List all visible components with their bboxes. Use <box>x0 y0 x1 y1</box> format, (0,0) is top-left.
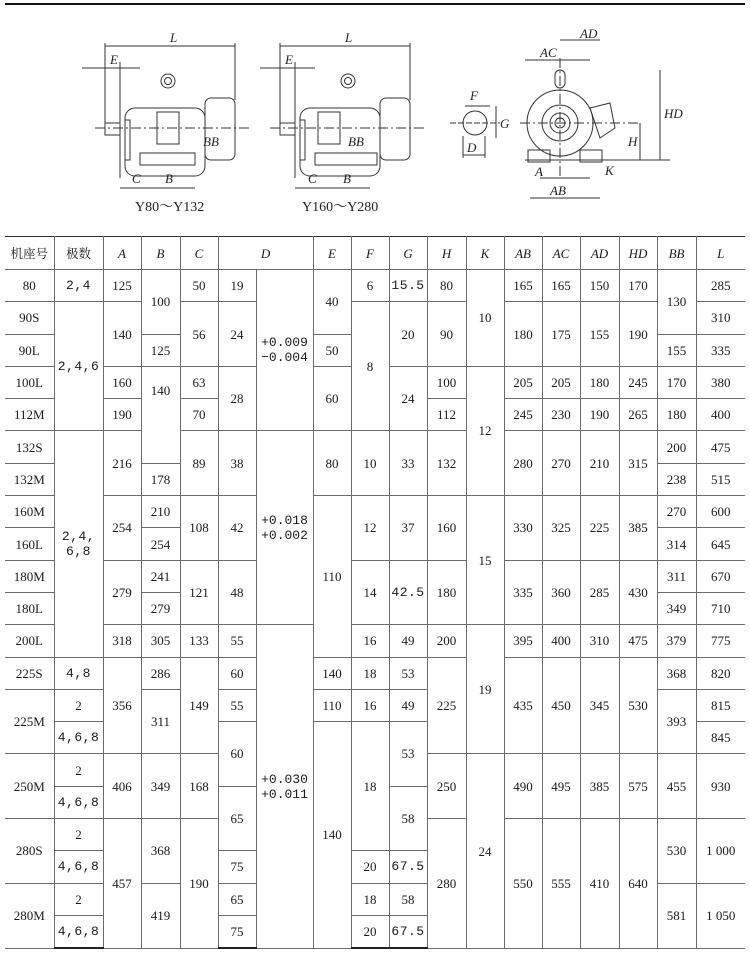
cell-b: 100 <box>141 270 180 335</box>
cell-ad: 155 <box>580 302 619 367</box>
cell-d: 42 <box>218 496 256 561</box>
header-bb: BB <box>657 237 696 270</box>
dim-label-bb-2: BB <box>348 134 364 149</box>
cell-h: 132 <box>427 431 466 496</box>
dim-label-b: B <box>165 171 173 186</box>
header-e: E <box>313 237 351 270</box>
dim-label-bb: BB <box>203 134 219 149</box>
cell-ad: 345 <box>580 657 619 754</box>
header-c: C <box>180 237 218 270</box>
dim-label-b-2: B <box>343 171 351 186</box>
cell-ac: 165 <box>542 270 580 302</box>
motor-outline-drawings <box>80 28 690 213</box>
cell-e: 40 <box>313 270 351 335</box>
cell-l: 775 <box>696 625 745 657</box>
cell-hd: 475 <box>619 625 657 657</box>
cell-b: 311 <box>141 689 180 754</box>
cell-ac: 495 <box>542 754 580 819</box>
cell-ab: 435 <box>504 657 542 754</box>
dim-label-ab: AB <box>550 183 566 198</box>
cell-l: 815 <box>696 689 745 721</box>
cell-h: 160 <box>427 496 466 561</box>
cell-k: 15 <box>466 496 504 625</box>
cell-l: 820 <box>696 657 745 689</box>
cell-l: 285 <box>696 270 745 302</box>
motor-dimension-drawing <box>80 28 690 213</box>
motor-dimension-table <box>5 236 745 949</box>
dim-label-e-2: E <box>285 52 293 67</box>
caption-y160-y280: Y160～Y280 <box>302 200 379 215</box>
cell-frame: 132S <box>5 431 54 463</box>
poles-line-2: 6,8 <box>66 544 91 560</box>
cell-frame: 160L <box>5 528 54 560</box>
cell-l: 645 <box>696 528 745 560</box>
header-h: H <box>427 237 466 270</box>
cell-b <box>141 366 180 463</box>
cell-ad: 410 <box>580 819 619 949</box>
cell-hd: 245 <box>619 366 657 398</box>
dim-label-ac: AC <box>540 45 557 60</box>
cell-frame: 280S <box>5 819 54 884</box>
cell-c: 149 <box>180 657 218 754</box>
cell-poles: 2,4 <box>54 270 103 302</box>
cell-b: 279 <box>141 592 180 624</box>
cell-bb: 349 <box>657 592 696 624</box>
cell-c: 121 <box>180 560 218 625</box>
cell-d: 28 <box>218 366 256 431</box>
cell-a: 318 <box>103 625 141 657</box>
tolerance-lower: +0.002 <box>261 527 308 543</box>
cell-hd: 315 <box>619 431 657 496</box>
cell-g: 58 <box>389 786 427 851</box>
tolerance-upper: +0.030 <box>261 771 308 787</box>
cell-ab: 280 <box>504 431 542 496</box>
cell-bb: 170 <box>657 366 696 398</box>
cell-d: 65 <box>218 883 256 915</box>
cell-e: 140 <box>313 657 351 689</box>
table-row <box>5 496 745 528</box>
cell-l: 400 <box>696 399 745 431</box>
cell-ac: 270 <box>542 431 580 496</box>
header-row <box>5 237 745 270</box>
cell-d: 48 <box>218 560 256 625</box>
table-row <box>5 625 745 657</box>
cell-b: 241 <box>141 560 180 592</box>
cell-c: 70 <box>180 399 218 431</box>
cell-frame: 225M <box>5 689 54 754</box>
cell-g: 49 <box>389 689 427 721</box>
cell-d: 24 <box>218 302 256 367</box>
cell-l: 710 <box>696 592 745 624</box>
cell-h: 100 <box>427 366 466 398</box>
cell-frame: 225S <box>5 657 54 689</box>
cell-h: 250 <box>427 754 466 819</box>
cell-c: 168 <box>180 754 218 819</box>
dim-label-e: E <box>110 52 118 67</box>
cell-ac: 175 <box>542 302 580 367</box>
table-row <box>5 270 745 302</box>
header-d: D <box>218 237 313 270</box>
cell-a: 279 <box>103 560 141 625</box>
dim-label-g: G <box>500 116 510 131</box>
header-frame: 机座号 <box>5 237 54 270</box>
cell-poles: 4,6,8 <box>54 786 103 818</box>
cell-bb: 270 <box>657 496 696 528</box>
cell-l: 335 <box>696 334 745 366</box>
cell-ab: 205 <box>504 366 542 398</box>
cell-hd: 575 <box>619 754 657 819</box>
header-g: G <box>389 237 427 270</box>
cell-a: 406 <box>103 754 141 819</box>
cell-ab: 165 <box>504 270 542 302</box>
tolerance-lower: −0.004 <box>261 350 308 366</box>
header-a: A <box>103 237 141 270</box>
cell-bb: 379 <box>657 625 696 657</box>
cell-d: 60 <box>218 657 256 689</box>
cell-h: 200 <box>427 625 466 657</box>
dim-label-f: F <box>470 88 478 103</box>
cell-ad: 285 <box>580 560 619 625</box>
cell-c: 89 <box>180 431 218 496</box>
header-l: L <box>696 237 745 270</box>
cell-poles: 4,6,8 <box>54 722 103 754</box>
cell-f: 14 <box>351 560 389 625</box>
cell-bb: 314 <box>657 528 696 560</box>
cell-a: 140 <box>103 302 141 367</box>
dim-label-h: H <box>628 134 638 149</box>
cell-h: 112 <box>427 399 466 431</box>
cell-l: 1 000 <box>696 819 745 884</box>
cell-poles: 4,8 <box>54 657 103 689</box>
cell-hd: 385 <box>619 496 657 561</box>
cell-c: 133 <box>180 625 218 657</box>
cell-b: 286 <box>141 657 180 689</box>
cell-a: 254 <box>103 496 141 561</box>
cell-l: 1 050 <box>696 883 745 948</box>
cell-poles: 4,6,8 <box>54 915 103 948</box>
cell-bb: 130 <box>657 270 696 335</box>
cell-hd: 265 <box>619 399 657 431</box>
cell-e: 50 <box>313 334 351 366</box>
cell-d: 60 <box>218 722 256 787</box>
cell-c: 190 <box>180 819 218 949</box>
cell-ad: 225 <box>580 496 619 561</box>
cell-b: 210 <box>141 496 180 528</box>
cell-bb: 581 <box>657 883 696 948</box>
cell-ac: 205 <box>542 366 580 398</box>
cell-frame: 250M <box>5 754 54 819</box>
cell-frame: 80 <box>5 270 54 302</box>
cell-b: 178 <box>141 463 180 495</box>
cell-ac: 450 <box>542 657 580 754</box>
cell-bb: 155 <box>657 334 696 366</box>
cell-k: 19 <box>466 625 504 754</box>
cell-poles: 2 <box>54 754 103 786</box>
header-ac: AC <box>542 237 580 270</box>
cell-e: 110 <box>313 689 351 721</box>
cell-g: 37 <box>389 496 427 561</box>
cell-h: 80 <box>427 270 466 302</box>
cell-e: 80 <box>313 431 351 496</box>
cell-h: 225 <box>427 657 466 754</box>
cell-frame: 200L <box>5 625 54 657</box>
cell-f: 16 <box>351 689 389 721</box>
cell-a: 160 <box>103 366 141 398</box>
tolerance-lower: +0.011 <box>261 786 308 802</box>
caption-y80-y132: Y80～Y132 <box>135 200 205 215</box>
cell-hd: 190 <box>619 302 657 367</box>
cell-l: 600 <box>696 496 745 528</box>
cell-l: 475 <box>696 431 745 463</box>
cell-frame: 90S <box>5 302 54 334</box>
cell-bb: 393 <box>657 689 696 754</box>
cell-poles: 4,6,8 <box>54 851 103 883</box>
cell-a: 356 <box>103 657 141 754</box>
cell-poles: 2 <box>54 819 103 851</box>
cell-poles: 2,4,6 <box>54 302 103 431</box>
cell-ad: 190 <box>580 399 619 431</box>
cell-bb: 455 <box>657 754 696 819</box>
cell-ac: 325 <box>542 496 580 561</box>
cell-ab: 395 <box>504 625 542 657</box>
cell-ab: 490 <box>504 754 542 819</box>
cell-ac: 360 <box>542 560 580 625</box>
cell-g: 49 <box>389 625 427 657</box>
cell-b: 305 <box>141 625 180 657</box>
header-hd: HD <box>619 237 657 270</box>
cell-ac: 400 <box>542 625 580 657</box>
dim-label-hd: HD <box>664 106 683 121</box>
cell-d: 75 <box>218 851 256 883</box>
dim-label-a: A <box>535 164 543 179</box>
cell-a: 216 <box>103 431 141 496</box>
table-row <box>5 431 745 463</box>
cell-f: 20 <box>351 851 389 883</box>
header-b: B <box>141 237 180 270</box>
header-ad: AD <box>580 237 619 270</box>
cell-ab: 550 <box>504 819 542 949</box>
poles-line-1: 2,4, <box>61 529 96 545</box>
cell-k: 24 <box>466 754 504 948</box>
cell-ac: 230 <box>542 399 580 431</box>
cell-frame: 180L <box>5 592 54 624</box>
cell-d: 75 <box>218 915 256 948</box>
cell-f: 18 <box>351 722 389 851</box>
dim-label-c-2: C <box>308 171 317 186</box>
cell-bb: 200 <box>657 431 696 463</box>
cell-g: 42.5 <box>389 560 427 625</box>
cell-h: 90 <box>427 302 466 367</box>
cell-l: 515 <box>696 463 745 495</box>
cell-l: 930 <box>696 754 745 819</box>
cell-ad: 150 <box>580 270 619 302</box>
dim-label-k: K <box>605 163 614 178</box>
cell-f: 20 <box>351 915 389 948</box>
header-k: K <box>466 237 504 270</box>
cell-frame: 100L <box>5 366 54 398</box>
cell-ad: 385 <box>580 754 619 819</box>
cell-hd: 640 <box>619 819 657 949</box>
cell-ab: 335 <box>504 560 542 625</box>
cell-f: 6 <box>351 270 389 302</box>
cell-f: 18 <box>351 883 389 915</box>
cell-e: 110 <box>313 496 351 657</box>
tolerance-upper: +0.009 <box>261 335 308 351</box>
cell-g: 67.5 <box>389 915 427 948</box>
cell-l: 380 <box>696 366 745 398</box>
cell-ab: 330 <box>504 496 542 561</box>
cell-hd: 530 <box>619 657 657 754</box>
cell-hd: 430 <box>619 560 657 625</box>
cell-d: 38 <box>218 431 256 496</box>
table-row <box>5 657 745 689</box>
table-row <box>5 560 745 592</box>
cell-e: 140 <box>313 722 351 949</box>
cell-b: 368 <box>141 819 180 884</box>
cell-d: 55 <box>218 689 256 721</box>
cell-a: 125 <box>103 270 141 302</box>
dim-label-d: D <box>467 140 477 155</box>
cell-g: 15.5 <box>389 270 427 302</box>
cell-l: 845 <box>696 722 745 754</box>
cell-frame: 112M <box>5 399 54 431</box>
top-rule <box>5 3 745 5</box>
dim-label-l: L <box>170 30 178 45</box>
cell-ac: 555 <box>542 819 580 949</box>
cell-f: 10 <box>351 431 389 496</box>
cell-l: 670 <box>696 560 745 592</box>
dim-label-l-2: L <box>345 30 353 45</box>
cell-frame: 132M <box>5 463 54 495</box>
cell-e: 60 <box>313 366 351 431</box>
header-f: F <box>351 237 389 270</box>
cell-frame: 160M <box>5 496 54 528</box>
cell-a: 457 <box>103 819 141 949</box>
cell-b: 419 <box>141 883 180 948</box>
cell-bb: 368 <box>657 657 696 689</box>
cell-b: 349 <box>141 754 180 819</box>
cell-f: 8 <box>351 302 389 431</box>
cell-ab: 180 <box>504 302 542 367</box>
cell-g: 24 <box>389 366 427 431</box>
cell-g: 53 <box>389 657 427 689</box>
cell-f: 18 <box>351 657 389 689</box>
cell-bb: 530 <box>657 819 696 884</box>
cell-f: 12 <box>351 496 389 561</box>
cell-g: 20 <box>389 302 427 367</box>
dim-label-ad: AD <box>580 28 598 41</box>
table-row <box>5 302 745 334</box>
cell-ab: 245 <box>504 399 542 431</box>
cell-k: 10 <box>466 270 504 367</box>
cell-g: 53 <box>389 722 427 787</box>
cell-g: 33 <box>389 431 427 496</box>
cell-d-tolerance <box>256 431 313 625</box>
cell-a: 190 <box>103 399 141 431</box>
cell-ad: 180 <box>580 366 619 398</box>
header-poles: 极数 <box>54 237 103 270</box>
cell-c: 108 <box>180 496 218 561</box>
cell-c: 50 <box>180 270 218 302</box>
cell-b: 125 <box>141 334 180 366</box>
cell-d: 55 <box>218 625 256 657</box>
dim-label-c: C <box>132 171 141 186</box>
cell-h: 180 <box>427 560 466 625</box>
cell-b-value: 140 <box>150 382 171 398</box>
cell-c: 56 <box>180 302 218 367</box>
cell-bb: 180 <box>657 399 696 431</box>
cell-hd: 170 <box>619 270 657 302</box>
cell-frame: 180M <box>5 560 54 592</box>
cell-d-tolerance <box>256 625 313 948</box>
cell-b: 254 <box>141 528 180 560</box>
tolerance-upper: +0.018 <box>261 512 308 528</box>
header-ab: AB <box>504 237 542 270</box>
cell-frame: 90L <box>5 334 54 366</box>
cell-poles <box>54 431 103 657</box>
cell-bb: 311 <box>657 560 696 592</box>
cell-f: 16 <box>351 625 389 657</box>
cell-c: 63 <box>180 366 218 398</box>
cell-g: 67.5 <box>389 851 427 883</box>
cell-d-tolerance <box>256 270 313 431</box>
cell-ad: 310 <box>580 625 619 657</box>
cell-h: 280 <box>427 819 466 949</box>
cell-k: 12 <box>466 366 504 495</box>
cell-d: 19 <box>218 270 256 302</box>
cell-bb: 238 <box>657 463 696 495</box>
cell-g: 58 <box>389 883 427 915</box>
cell-poles: 2 <box>54 883 103 915</box>
cell-ad: 210 <box>580 431 619 496</box>
cell-poles: 2 <box>54 689 103 721</box>
cell-d: 65 <box>218 786 256 851</box>
cell-l: 310 <box>696 302 745 334</box>
cell-frame: 280M <box>5 883 54 948</box>
